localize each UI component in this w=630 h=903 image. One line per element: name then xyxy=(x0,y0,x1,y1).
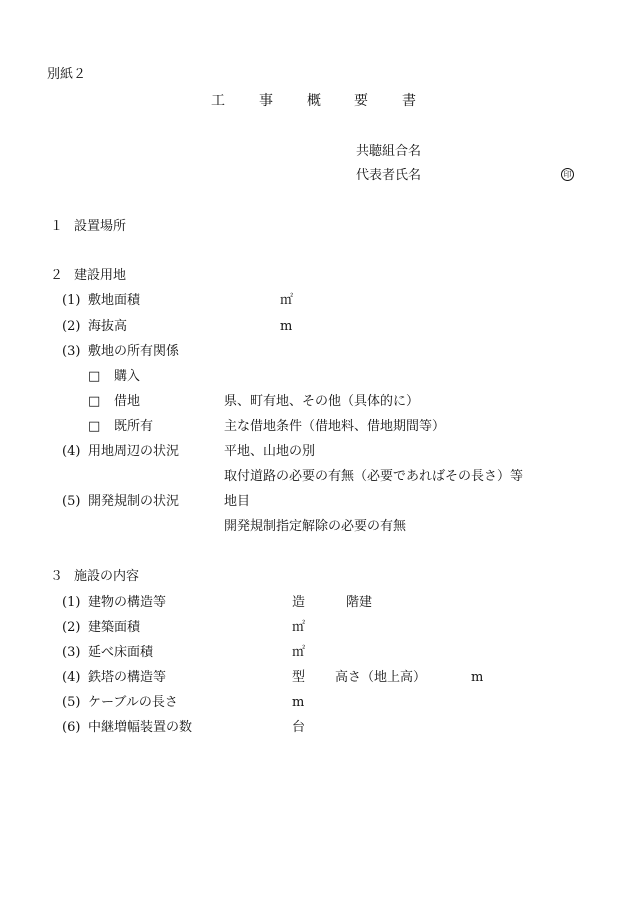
item-number: (3) xyxy=(62,344,81,359)
surroundings-note-2: 取付道路の必要の有無（必要であればその長さ）等 xyxy=(224,469,524,484)
option-purchase-label: 購入 xyxy=(114,369,141,384)
item-number: (1) xyxy=(62,595,81,610)
option-lease-label: 借地 xyxy=(114,394,141,409)
option-owned-label: 既所有 xyxy=(114,419,154,434)
item-number: (6) xyxy=(62,720,81,735)
surroundings-note-1: 平地、山地の別 xyxy=(224,444,316,459)
item-number: (3) xyxy=(62,645,81,660)
ownership-label: 敷地の所有関係 xyxy=(88,344,180,359)
owned-note: 主な借地条件（借地料、借地期間等） xyxy=(224,419,446,434)
amplifier-count-label: 中継増幅装置の数 xyxy=(88,720,193,735)
surroundings-label: 用地周辺の状況 xyxy=(88,444,180,459)
item-number: (5) xyxy=(62,695,81,710)
item-number: (4) xyxy=(62,670,81,685)
item-number: (5) xyxy=(62,494,81,509)
item-number: (1) xyxy=(62,293,81,308)
altitude-unit: m xyxy=(280,319,293,334)
item-number: (4) xyxy=(62,444,81,459)
building-area-unit: ㎡ xyxy=(292,620,306,635)
attachment-label: 別紙２ xyxy=(47,67,87,82)
floor-area-label: 延べ床面積 xyxy=(88,645,154,660)
development-regulation-label: 開発規制の状況 xyxy=(88,494,180,509)
checkbox-lease[interactable]: □ xyxy=(88,394,101,409)
structure-unit: 造 xyxy=(292,595,306,610)
site-area-unit: ㎡ xyxy=(280,293,294,308)
title-char: 書 xyxy=(402,93,416,109)
title-char: 工 xyxy=(211,93,225,109)
floor-area-unit: ㎡ xyxy=(292,645,306,660)
amplifier-count-unit: 台 xyxy=(292,720,306,735)
checkbox-purchase[interactable]: □ xyxy=(88,369,101,384)
tower-structure-label: 鉄塔の構造等 xyxy=(88,670,167,685)
title-char: 概 xyxy=(307,93,321,109)
altitude-label: 海抜高 xyxy=(88,319,128,334)
item-number: (2) xyxy=(62,620,81,635)
building-structure-label: 建物の構造等 xyxy=(88,595,167,610)
section-3-number: ３ xyxy=(50,569,64,584)
cable-length-label: ケーブルの長さ xyxy=(88,695,178,710)
building-area-label: 建築面積 xyxy=(88,620,141,635)
section-2-title: 建設用地 xyxy=(74,268,127,283)
tower-height-unit: m xyxy=(471,670,484,685)
site-area-label: 敷地面積 xyxy=(88,293,141,308)
union-name-label: 共聴組合名 xyxy=(356,144,422,159)
lease-note: 県、町有地、その他（具体的に） xyxy=(224,394,420,409)
section-3-title: 施設の内容 xyxy=(74,569,140,584)
item-number: (2) xyxy=(62,319,81,334)
section-1-title: 設置場所 xyxy=(74,219,127,234)
section-2-number: ２ xyxy=(50,268,64,283)
regulation-note-2: 開発規制指定解除の必要の有無 xyxy=(224,519,407,534)
tower-height-label: 高さ（地上高） xyxy=(335,670,427,685)
title-char: 要 xyxy=(354,93,368,109)
section-1-number: １ xyxy=(50,219,64,234)
tower-type-unit: 型 xyxy=(292,670,306,685)
cable-length-unit: m xyxy=(292,695,305,710)
seal-mark: 印 xyxy=(561,168,574,181)
checkbox-owned[interactable]: □ xyxy=(88,419,101,434)
regulation-note-1: 地目 xyxy=(224,494,251,509)
title-char: 事 xyxy=(259,93,273,109)
floors-unit: 階建 xyxy=(346,595,373,610)
representative-name-label: 代表者氏名 xyxy=(356,168,422,183)
